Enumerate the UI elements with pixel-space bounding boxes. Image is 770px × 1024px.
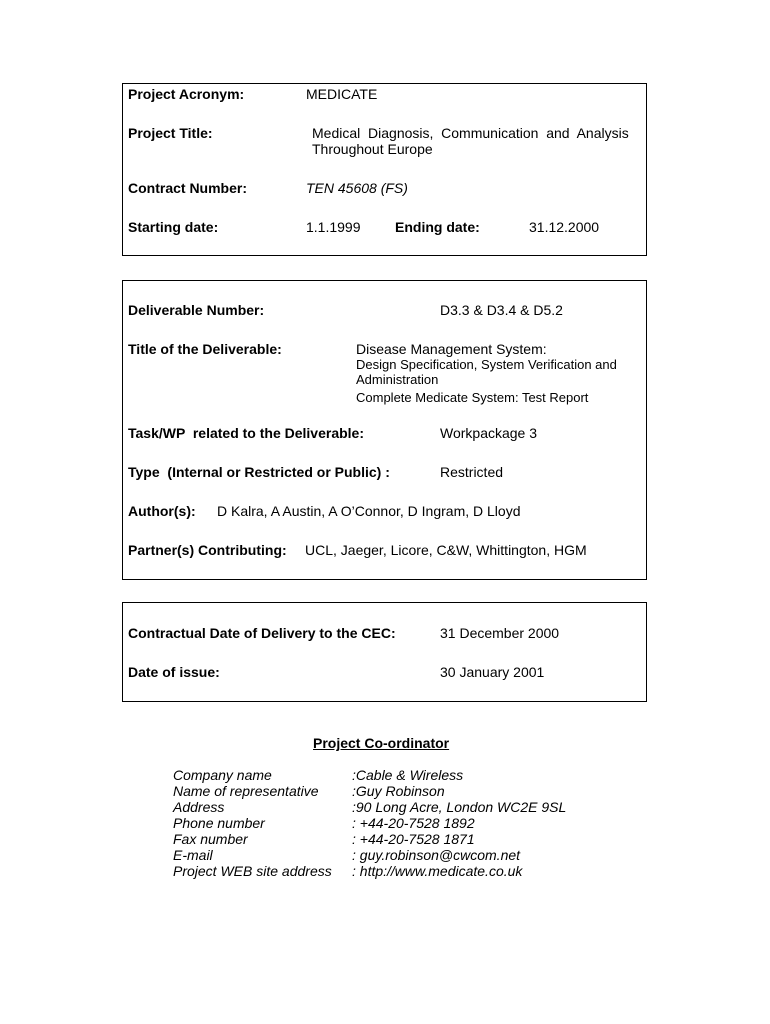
- delivery-dates-box: [122, 602, 647, 702]
- deliverable-title-line1: Disease Management System:: [356, 341, 547, 357]
- coordinator-label: E-mail: [173, 847, 213, 863]
- coordinator-value: : guy.robinson@cwcom.net: [352, 847, 521, 863]
- project-title-line2: Throughout Europe: [312, 141, 433, 157]
- task-wp-label: Task/WP related to the Deliverable:: [128, 425, 365, 441]
- contractual-date-label: Contractual Date of Delivery to the CEC:: [128, 625, 396, 641]
- project-acronym-label: Project Acronym:: [128, 86, 245, 102]
- coordinator-heading: Project Co-ordinator: [313, 735, 450, 751]
- partners-value: UCL, Jaeger, Licore, C&W, Whittington, HGM: [305, 542, 587, 558]
- deliverable-title-label: Title of the Deliverable:: [128, 341, 282, 357]
- deliverable-title-line2: Design Specification, System Verification and: [356, 357, 617, 372]
- project-acronym-value: MEDICATE: [306, 86, 378, 102]
- type-label: Type (Internal or Restricted or Public) :: [128, 464, 390, 480]
- authors-label: Author(s):: [128, 503, 196, 519]
- ending-date-value: 31.12.2000: [529, 219, 600, 235]
- deliverable-title-line4: Complete Medicate System: Test Report: [356, 390, 589, 405]
- contract-number-label: Contract Number:: [128, 180, 248, 196]
- date-of-issue-label: Date of issue:: [128, 664, 220, 680]
- ending-date-label: Ending date:: [395, 219, 480, 235]
- coordinator-value: :90 Long Acre, London WC2E 9SL: [352, 799, 567, 815]
- coordinator-value: : +44-20-7528 1871: [352, 831, 475, 847]
- coordinator-label: Company name: [173, 767, 272, 783]
- coordinator-label: Name of representative: [173, 783, 319, 799]
- date-of-issue-value: 30 January 2001: [440, 664, 545, 680]
- coordinator-label: Phone number: [173, 815, 265, 831]
- coordinator-value: : +44-20-7528 1892: [352, 815, 475, 831]
- project-title-label: Project Title:: [128, 125, 213, 141]
- task-wp-value: Workpackage 3: [440, 425, 538, 441]
- deliverable-number-label: Deliverable Number:: [128, 302, 265, 318]
- coordinator-label: Fax number: [173, 831, 248, 847]
- starting-date-label: Starting date:: [128, 219, 219, 235]
- starting-date-value: 1.1.1999: [306, 219, 361, 235]
- authors-value: D Kalra, A Austin, A O’Connor, D Ingram, D Lloyd: [217, 503, 521, 519]
- coordinator-label: Address: [173, 799, 225, 815]
- contract-number-value: TEN 45608 (FS): [306, 180, 408, 196]
- type-value: Restricted: [440, 464, 504, 480]
- partners-label: Partner(s) Contributing:: [128, 542, 287, 558]
- coordinator-value: : http://www.medicate.co.uk: [352, 863, 523, 879]
- coordinator-label: Project WEB site address: [173, 863, 332, 879]
- coordinator-value: :Cable & Wireless: [352, 767, 464, 783]
- contractual-date-value: 31 December 2000: [440, 625, 560, 641]
- project-title-line1: Medical Diagnosis, Communication and Analysis: [312, 125, 629, 141]
- coordinator-value: :Guy Robinson: [352, 783, 445, 799]
- deliverable-title-line3: Administration: [356, 372, 439, 387]
- deliverable-number-value: D3.3 & D3.4 & D5.2: [440, 302, 563, 318]
